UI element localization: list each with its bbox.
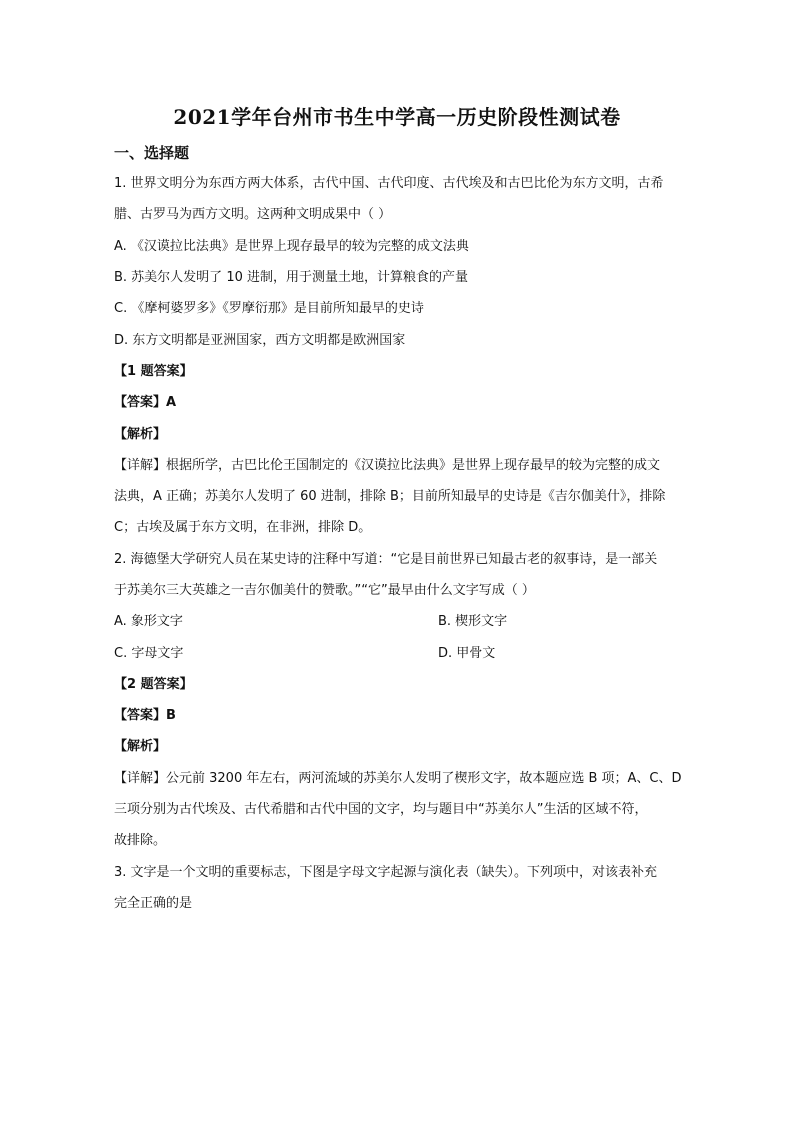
q1-analysis-tag: 【解析】 xyxy=(114,427,167,442)
section-heading: 一、选择题 xyxy=(114,144,190,162)
q1-answer: 【答案】A xyxy=(114,395,177,410)
q2-analysis-tag: 【解析】 xyxy=(114,739,167,754)
q1-detail-line2: 法典，A 正确；苏美尔人发明了 60 进制，排除 B；目前所知最早的史诗是《吉尔伽美什》，排除 xyxy=(114,489,666,504)
q2-option-d: D. 甲骨文 xyxy=(438,646,496,661)
q1-option-a: A. 《汉谟拉比法典》是世界上现存最早的较为完整的成文法典 xyxy=(114,239,469,254)
q2-detail-line1: 【详解】公元前 3200 年左右，两河流域的苏美尔人发明了楔形文字，故本题应选 B 项；A、C、D xyxy=(114,771,682,786)
q1-stem-line2: 腊、古罗马为西方文明。这两种文明成果中（ ） xyxy=(114,207,392,222)
q3-stem-line1: 3. 文字是一个文明的重要标志，下图是字母文字起源与演化表（缺失）。下列项中，对该表补充 xyxy=(114,865,658,880)
q2-option-c: C. 字母文字 xyxy=(114,646,184,661)
q1-detail-line3: C；古埃及属于东方文明，在非洲，排除 D。 xyxy=(114,520,372,535)
q3-stem-line2: 完全正确的是 xyxy=(114,896,193,911)
q1-option-c: C. 《摩柯婆罗多》《罗摩衍那》是目前所知最早的史诗 xyxy=(114,301,424,316)
q2-option-b: B. 楔形文字 xyxy=(438,614,508,629)
q2-option-a: A. 象形文字 xyxy=(114,614,183,629)
q2-detail-line2: 三项分别为古代埃及、古代希腊和古代中国的文字，均与题目中“苏美尔人”生活的区域不符， xyxy=(114,802,648,817)
q1-detail-line1: 【详解】根据所学，古巴比伦王国制定的《汉谟拉比法典》是世界上现存最早的较为完整的成文 xyxy=(114,458,661,473)
q2-answer-tag: 【2 题答案】 xyxy=(114,677,193,692)
q2-answer: 【答案】B xyxy=(114,708,176,723)
q2-stem-line1: 2. 海德堡大学研究人员在某史诗的注释中写道：“它是目前世界已知最古老的叙事诗，是一部关 xyxy=(114,552,658,567)
q1-option-b: B. 苏美尔人发明了 10 进制，用于测量土地，计算粮食的产量 xyxy=(114,270,468,285)
q1-answer-tag: 【1 题答案】 xyxy=(114,364,193,379)
q1-option-d: D. 东方文明都是亚洲国家，西方文明都是欧洲国家 xyxy=(114,333,406,348)
q2-detail-line3: 故排除。 xyxy=(114,833,167,848)
q1-stem-line1: 1. 世界文明分为东西方两大体系，古代中国、古代印度、古代埃及和古巴比伦为东方文明，古希 xyxy=(114,176,664,191)
page-title: 2021学年台州市书生中学高一历史阶段性测试卷 xyxy=(173,105,621,129)
q2-stem-line2: 于苏美尔三大英雄之一吉尔伽美什的赞歌。”“它”最早由什么文字写成（ ） xyxy=(114,583,535,598)
